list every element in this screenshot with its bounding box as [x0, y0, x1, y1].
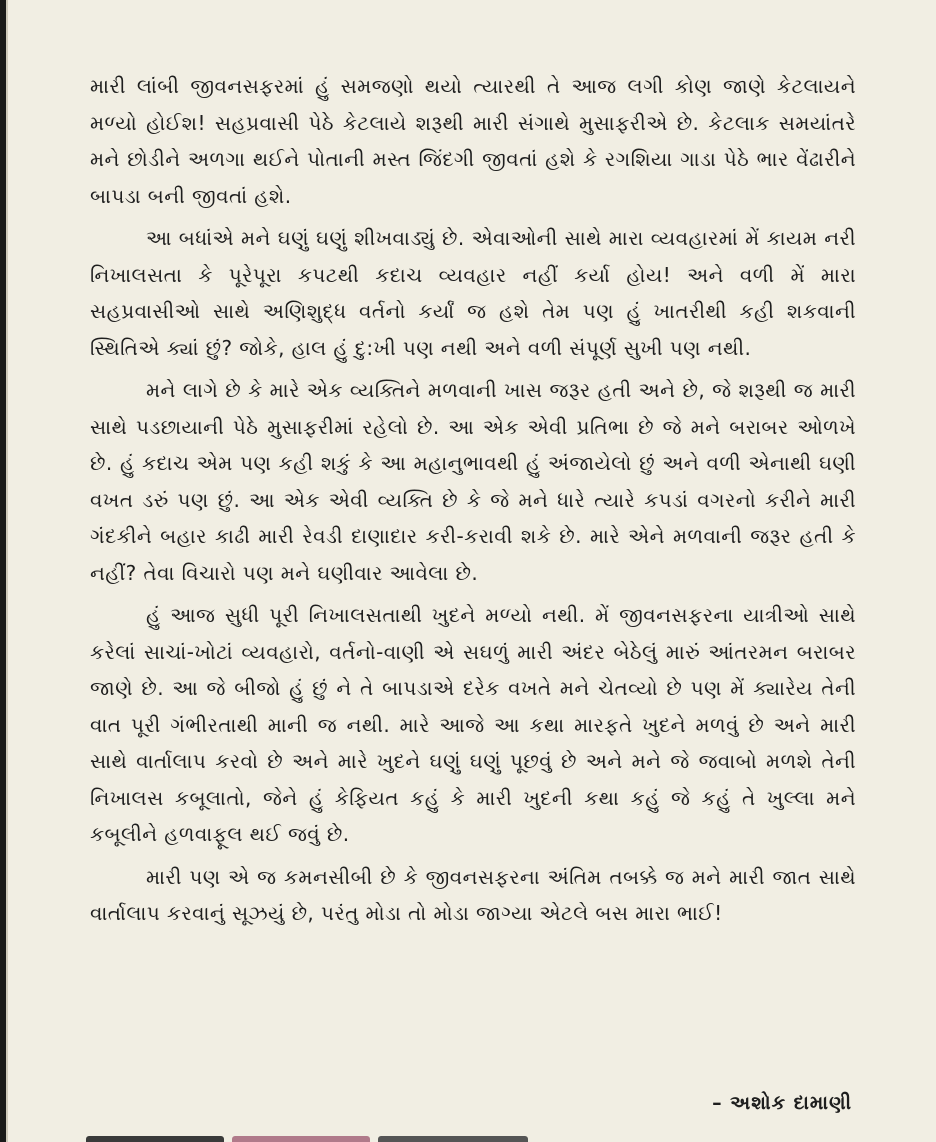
page-edge-strip: [378, 1136, 528, 1142]
paragraph-5: મારી પણ એ જ કમનસીબી છે કે જીવનસફરના અંતિમ તબક્કે જ મને મારી જાત સાથે વાર્તાલાપ કરવાનું સૂઝયું છે, પરંતુ મોડા તો મોડા જાગ્યા એટલે બસ મારા ભાઈ!: [90, 864, 856, 925]
document-page: [6, 0, 936, 1142]
page-edge-strip: [86, 1136, 224, 1142]
paragraph-3: મને લાગે છે કે મારે એક વ્યક્તિને મળવાની ખાસ જરૂર હતી અને છે, જે શરૂથી જ મારી સાથે પડછાયાની પેઠે મુસાફરીમાં રહેલો છે. આ એક એવી પ્રતિભા છે જે મને બરાબર ઓળખે છે. હું કદાચ એમ પણ કહી શકું કે આ મહાનુભાવથી હું અંજાયેલો છું અને વળી એનાથી ઘણી વખત ડરું પણ છું. આ એક એવી વ્યક્તિ છે કે જે મને ધારે ત્યારે કપડાં વગરનો કરીને મારી ગંદકીને બહાર કાઢી મારી રેવડી દાણાદાર કરી-કરાવી શકે છે. મારે એને મળવાની જરૂર હતી કે નહીં? તેવા વિચારો પણ મને ઘણીવાર આવેલા છે.: [90, 378, 856, 585]
page-edge-strip: [232, 1136, 370, 1142]
article-body: [90, 68, 856, 938]
paragraph-1: મારી લાંબી જીવનસફરમાં હું સમજણો થયો ત્યારથી તે આજ લગી કોણ જાણે કેટલાયને મળ્યો હોઈશ! સહપ્રવાસી પેઠે કેટલાયે શરૂથી મારી સંગાથે મુસાફરીએ છે. કેટલાક સમયાંતરે મને છોડીને અળગા થઈને પોતાની મસ્ત જિંદગી જીવતાં હશે કે રગશિયા ગાડા પેઠે ભાર વેંઢારીને બાપડા બની જીવતાં હશે.: [90, 74, 856, 208]
paragraph-2: આ બધાંએ મને ઘણું ઘણું શીખવાડ્યું છે. એવાઓની સાથે મારા વ્યવહારમાં મેં કાયમ નરી નિખાલસતા કે પૂરેપૂરા કપટથી કદાચ વ્યવહાર નહીં કર્યા હોય! અને વળી મેં મારા સહપ્રવાસીઓ સાથે અણિશુદ્ધ વર્તનો કર્યાં જ હશે તેમ પણ હું ખાતરીથી કહી શકવાની સ્થિતિએ ક્યાં છું? જોકે, હાલ હું દુ:ખી પણ નથી અને વળી સંપૂર્ણ સુખી પણ નથી.: [90, 226, 856, 360]
paragraph-4: હું આજ સુધી પૂરી નિખાલસતાથી ખુદને મળ્યો નથી. મેં જીવનસફરના યાત્રીઓ સાથે કરેલાં સાચાં-ખોટાં વ્યવહારો, વર્તનો-વાણી એ સઘળું મારી અંદર બેઠેલું મારું આંતરમન બરાબર જાણે છે. આ જે બીજો હું છું ને તે બાપડાએ દરેક વખતે મને ચેતવ્યો છે પણ મેં ક્યારેય તેની વાત પૂરી ગંભીરતાથી માની જ નથી. મારે આજે આ કથા મારફતે ખુદને મળવું છે અને મારી સાથે વાર્તાલાપ કરવો છે અને મારે ખુદને ઘણું ઘણું પૂછવું છે અને મને જે જવાબો મળશે તેની નિખાલસ કબૂલાતો, જેને હું કેફિયત કહું કે મારી ખુદની કથા કહું જે કહું તે ખુલ્લા મને કબૂલીને હળવાફૂલ થઈ જવું છે.: [90, 603, 856, 846]
bottom-page-edge: [86, 1136, 528, 1142]
author-signature: – અશોક દામાણી: [712, 1092, 852, 1114]
